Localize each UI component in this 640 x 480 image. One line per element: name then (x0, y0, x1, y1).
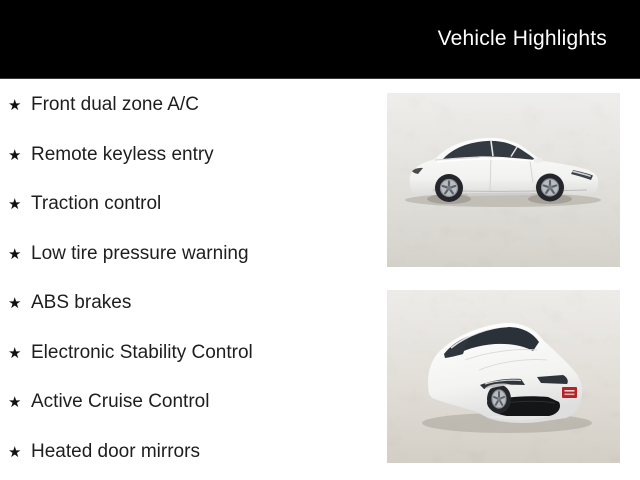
feature-item (8, 428, 380, 478)
feature-label: Active Cruise Control (31, 391, 210, 413)
feature-item (8, 279, 380, 329)
feature-label: Heated door mirrors (31, 440, 200, 462)
license-plate (562, 387, 577, 398)
feature-item (8, 329, 380, 379)
feature-label: Front dual zone A/C (31, 94, 199, 116)
feature-item (8, 81, 380, 131)
header-bar (0, 0, 640, 79)
feature-label: Electronic Stability Control (31, 341, 253, 363)
page-title: Vehicle Highlights (437, 27, 607, 50)
star-bullet-icon: ★ (8, 295, 22, 313)
star-bullet-icon: ★ (8, 344, 22, 362)
star-bullet-icon: ★ (8, 146, 22, 164)
feature-label: ABS brakes (31, 292, 132, 314)
vehicle-photo-side (387, 93, 620, 267)
feature-item (8, 378, 380, 428)
feature-label: Low tire pressure warning (31, 242, 249, 264)
vehicle-photo-front-illustration (387, 290, 620, 463)
star-bullet-icon: ★ (8, 443, 22, 461)
star-bullet-icon: ★ (8, 245, 22, 263)
feature-item (8, 230, 380, 280)
vehicle-photo-front (387, 290, 620, 463)
star-bullet-icon: ★ (8, 196, 22, 214)
feature-label: Remote keyless entry (31, 143, 214, 165)
feature-label: Traction control (31, 193, 162, 215)
feature-item (8, 180, 380, 230)
star-bullet-icon: ★ (8, 97, 22, 115)
star-bullet-icon: ★ (8, 394, 22, 412)
feature-item (8, 131, 380, 181)
feature-list (8, 81, 380, 477)
vehicle-photo-side-illustration (387, 93, 620, 267)
